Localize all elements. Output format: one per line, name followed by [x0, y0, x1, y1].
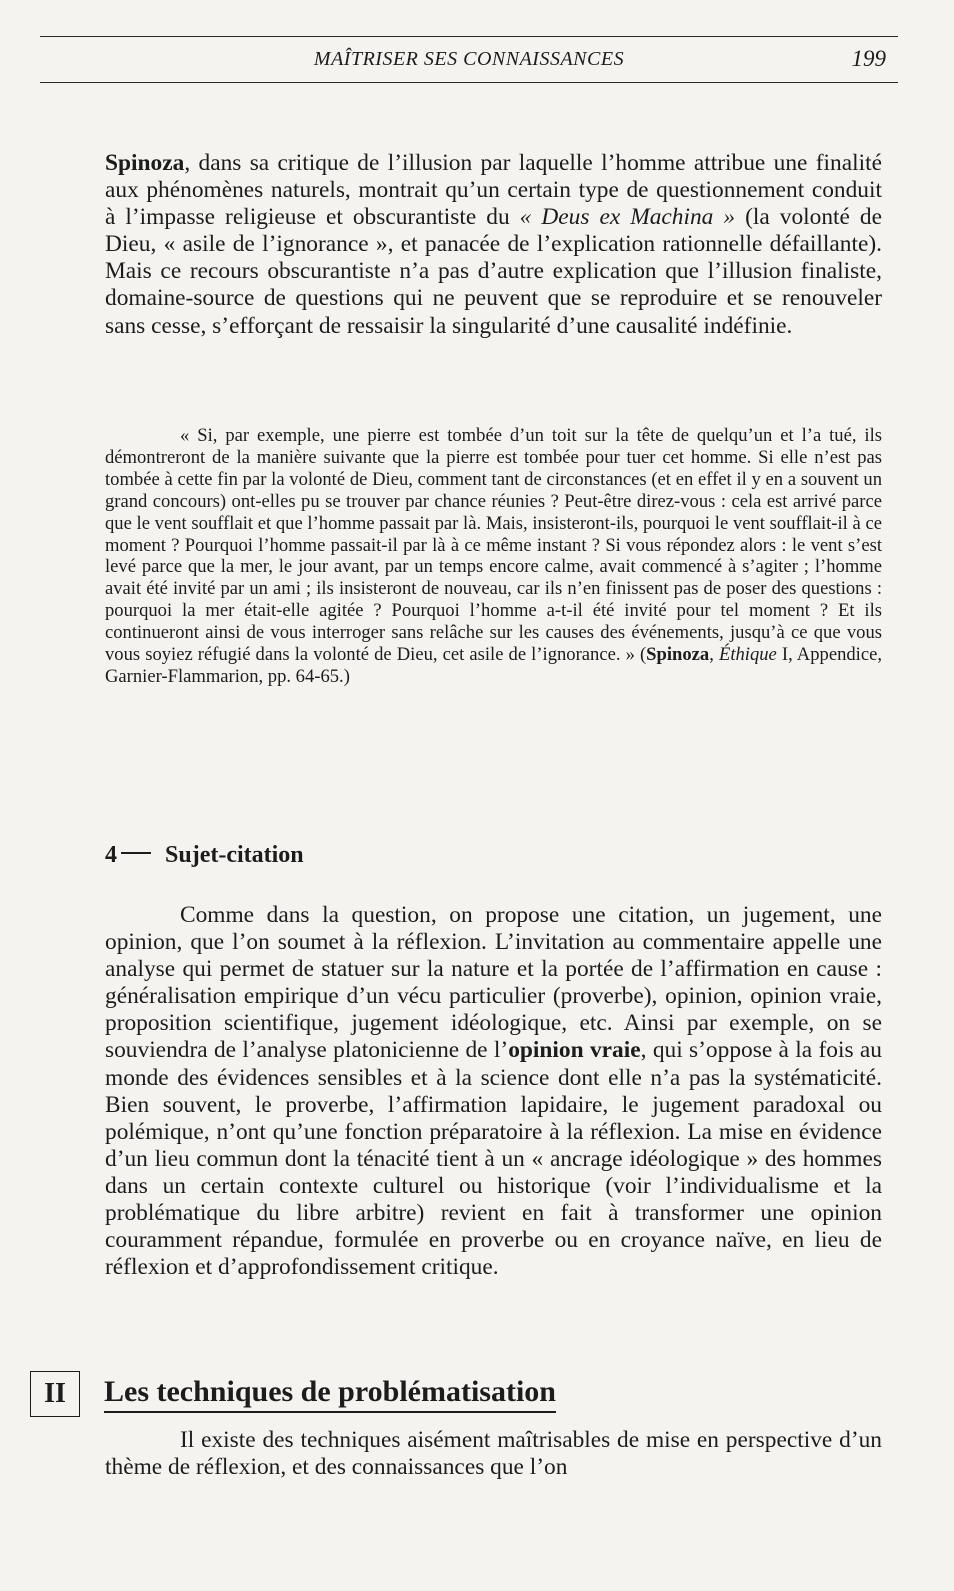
- section-dash: [121, 852, 151, 854]
- paragraph-text: , dans sa critique de l’illusion par laquelle l’homme attribue une finalité aux phénomènes naturels, montrait qu’un certain type de questionnement conduit à l’impasse religieuse et obscurantiste du: [105, 150, 882, 231]
- section-number: 4: [105, 842, 117, 868]
- paragraph-text: , qui s’oppose à la fois au monde des évidences sensibles et à la science dont elle n’a pas la systématicité. Bien souvent, le proverbe, l’affirmation lapidaire, le jugement paradoxal ou polémique, n’ont qu’une fonction préparatoire à la réflexion. La mise en évidence d’un lieu commun dont la ténacité tient à un « ancrage idéologique » des hommes dans un certain contexte culturel ou historique (voir l’individualisme et la problématique du libre arbitre) revient en fait à transformer une opinion couramment répandue, formulée en proverbe ou en croyance naïve, en lieu de réflexion et d’approfondissement critique.: [105, 1037, 882, 1281]
- paragraph-techniques: [105, 1427, 882, 1481]
- bold-term: opinion vraie: [508, 1037, 641, 1064]
- quote-separator: ,: [709, 644, 719, 666]
- quote-author: Spinoza: [646, 644, 710, 666]
- section-title: Sujet-citation: [165, 842, 304, 868]
- quote-reference: I, Appendice, Garnier-Flammarion, pp. 64-65.): [105, 644, 882, 687]
- paragraph-text: (la volonté de Dieu, « asile de l’ignorance », et panacée de l’explication rationnelle défaillante). Mais ce recours obscurantiste n’a pas d’autre explication que l’illusion finaliste, domaine-source de questions qui ne peuvent que se reproduire et se renouveler sans cesse, s’efforçant de ressaisir la singularité d’une causalité indéfinie.: [105, 204, 883, 339]
- quote-text: « Si, par exemple, une pierre est tombée d’un toit sur la tête de quelqu’un et l’a tué, ils démontreront de la manière suivante que la pierre est tombée pour tuer cet homme. Si elle n’est pas tombée à cette fin par la volonté de Dieu, comment tant de circonstances (et en effet il y en a souvent un grand concours) ont-elles pu se trouver par chance réunies ? Peut-être direz-vous : cela est arrivé parce que le vent soufflait et que l’homme passait par là. Mais, insisteront-ils, pourquoi le vent soufflait-il à ce moment ? Pourquoi l’homme passait-il par là à ce même instant ? Si vous répondez alors : le vent s’est levé parce que la mer, le jour avant, par un temps encore calme, avait commencé à s’agiter ; l’homme avait été invité par un ami ; ils insisteront de nouveau, car ils n’en finissent pas de poser des questions : pourquoi la mer était-elle agitée ? Pourquoi l’homme a-t-il été invité pour tel moment ? Et ils continueront ainsi de vous interroger sans relâche sur les causes des événements, jusqu’à ce que vous vous soyiez réfugié dans la volonté de Dieu, cet asile de l’ignorance. » (: [105, 425, 882, 666]
- header-top-rule: [40, 36, 898, 37]
- part-title: Les techniques de problématisation: [104, 1375, 556, 1413]
- section-heading: [105, 842, 304, 869]
- page-number: 199: [851, 46, 886, 71]
- paragraph-text: Comme dans la question, on propose une citation, un jugement, une opinion, que l’on soumet à la réflexion. L’invitation au commentaire appelle une analyse qui permet de statuer sur la nature et la portée de l’affirmation en cause : généralisation empirique d’un vécu particulier (proverbe), opinion, opinion vraie, proposition scientifique, jugement idéologique, etc. Ainsi par exemple, on se souviendra de l’analyse platonicienne de l’: [105, 902, 882, 1064]
- part-number-box: II: [30, 1371, 80, 1417]
- running-title: MAÎTRISER SES CONNAISSANCES: [313, 48, 625, 70]
- header-bottom-rule: [40, 82, 898, 83]
- paragraph-text: Il existe des techniques aisément maîtrisables de mise en perspective d’un thème de réflexion, et des connaissances que l’on: [105, 1427, 882, 1481]
- paragraph-spinoza: [105, 150, 882, 340]
- italic-phrase: « Deus ex Machina »: [519, 204, 736, 231]
- block-quote: [105, 425, 882, 688]
- running-head: [40, 44, 898, 74]
- author-name: Spinoza: [105, 150, 185, 176]
- paragraph-sujet-citation: [105, 902, 882, 1281]
- quote-work: Éthique: [718, 644, 777, 666]
